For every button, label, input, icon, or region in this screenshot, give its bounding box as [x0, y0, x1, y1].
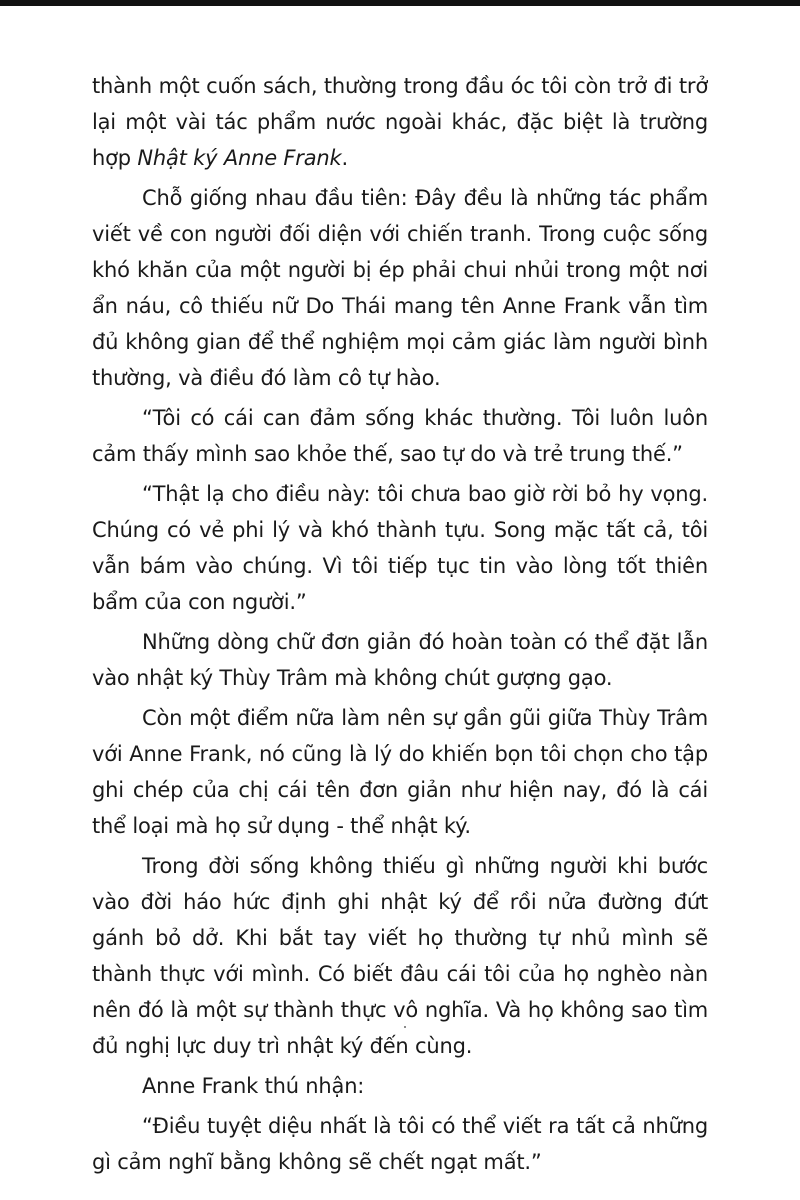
paragraph: [92, 1108, 708, 1180]
body-text: [92, 68, 708, 1180]
text-run: Trong đời sống không thiếu gì những người khi bước vào đời háo hức định ghi nhật ký để rồi nửa đường đứt gánh bỏ dở. Khi bắt tay viết họ thường tự nhủ mình sẽ thành thực với mình. Có biết đâu cái tôi của họ nghèo nàn nên đó là một sự thành thực vô nghĩa. Và họ không sao tìm đủ nghị lực duy trì nhật ký đến cùng.: [92, 854, 708, 1058]
paragraph: [92, 1068, 708, 1104]
text-run: thành một cuốn sách, thường trong đầu óc tôi còn trở đi trở lại một vài tác phẩm nước ngoài khác, đặc biệt là trường hợp: [92, 74, 708, 170]
paragraph: [92, 476, 708, 620]
paragraph: [92, 624, 708, 696]
text-run: Còn một điểm nữa làm nên sự gần gũi giữa Thùy Trâm với Anne Frank, nó cũng là lý do khiến bọn tôi chọn cho tập ghi chép của chị cái tên đơn giản như hiện nay, đó là cái thể loại mà họ sử dụng - thể nhật ký.: [92, 706, 708, 838]
paragraph: [92, 180, 708, 396]
paragraph: [92, 68, 708, 176]
text-run: Anne Frank thú nhận:: [142, 1074, 365, 1098]
text-run: “Tôi có cái can đảm sống khác thường. Tôi luôn luôn cảm thấy mình sao khỏe thế, sao tự do và trẻ trung thế.”: [92, 406, 708, 466]
text-run: .: [341, 146, 348, 170]
book-title-italic: Nhật ký Anne Frank: [137, 146, 342, 170]
text-run: Những dòng chữ đơn giản đó hoàn toàn có thể đặt lẫn vào nhật ký Thùy Trâm mà không chút gượng gạo.: [92, 630, 708, 690]
paragraph: [92, 700, 708, 844]
paragraph: [92, 400, 708, 472]
text-run: “Thật lạ cho điều này: tôi chưa bao giờ rời bỏ hy vọng. Chúng có vẻ phi lý và khó thành tựu. Song mặc tất cả, tôi vẫn bám vào chúng. Vì tôi tiếp tục tin vào lòng tốt thiên bẩm của con người.”: [92, 482, 708, 614]
paragraph: [92, 848, 708, 1064]
text-run: Chỗ giống nhau đầu tiên: Đây đều là những tác phẩm viết về con người đối diện với chiến tranh. Trong cuộc sống khó khăn của một người bị ép phải chui nhủi trong một nơi ẩn náu, cô thiếu nữ Do Thái mang tên Anne Frank vẫn tìm đủ không gian để thể nghiệm mọi cảm giác làm người bình thường, và điều đó làm cô tự hào.: [92, 186, 708, 390]
text-run: “Điều tuyệt diệu nhất là tôi có thể viết ra tất cả những gì cảm nghĩ bằng không sẽ chết ngạt mất.”: [92, 1114, 708, 1174]
